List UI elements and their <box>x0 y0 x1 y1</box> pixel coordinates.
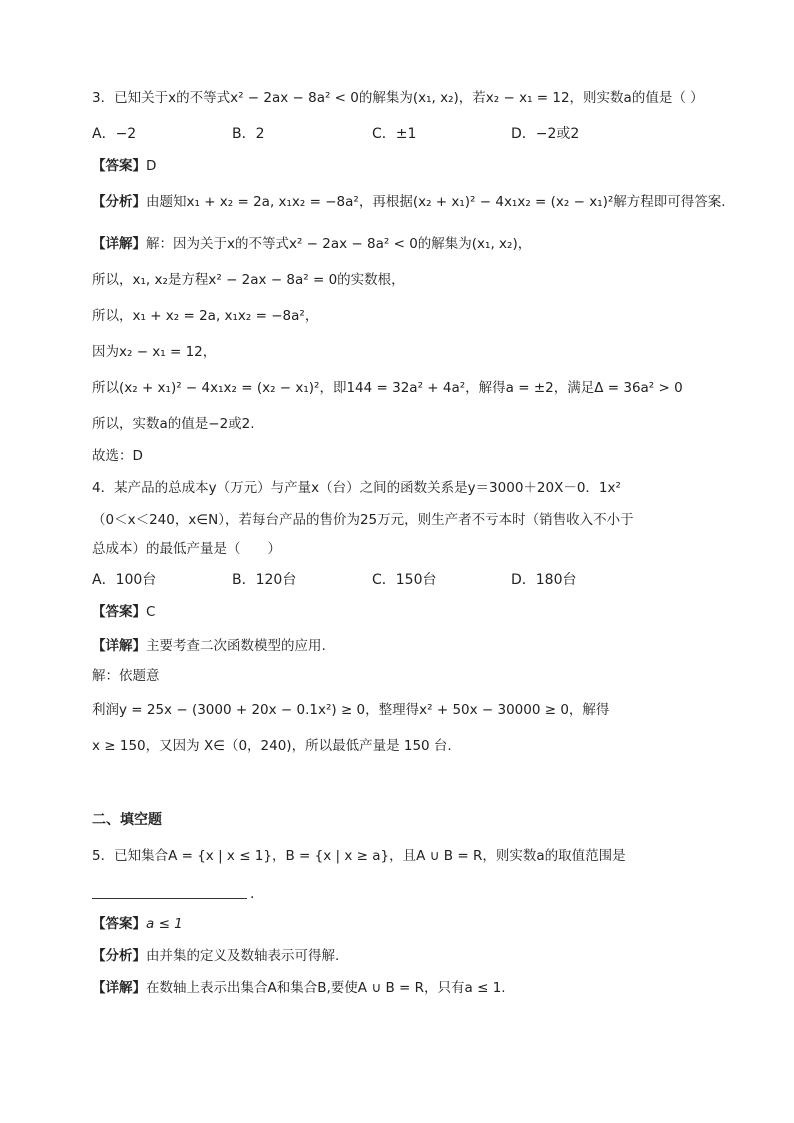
q5-analysis: 由并集的定义及数轴表示可得解. <box>146 948 340 964</box>
q4-answer-row <box>92 602 155 622</box>
q4-detail-line: 利润y = 25x − (3000 + 20x − 0.1x²) ≥ 0，整理得x² + 50x − 30000 ≥ 0，解得 <box>92 702 610 718</box>
q3-detail-line: 故选：D <box>92 448 143 464</box>
q3-option-d: D．−2或2 <box>511 126 580 142</box>
detail-tag: 【详解】 <box>92 638 146 654</box>
q4-detail-row <box>92 636 326 656</box>
q4-detail-line: 解：依题意 <box>92 668 160 684</box>
q3-detail-line: 所以，实数a的值是−2或2. <box>92 416 255 432</box>
q4-detail-line: 主要考查二次函数模型的应用. <box>146 638 326 654</box>
q5-answer-blank <box>92 898 247 899</box>
q5-stem: 5．已知集合A = {x | x ≤ 1}，B = {x | x ≥ a}，且A ∪ B = R，则实数a的取值范围是 <box>92 848 626 864</box>
q3-option-a: A．−2 <box>92 126 137 142</box>
q3-analysis-row <box>92 192 726 212</box>
q5-blank-end: . <box>250 886 255 902</box>
q5-detail-row <box>92 978 506 998</box>
q4-option-a: A．100台 <box>92 572 157 588</box>
q5-detail: 在数轴上表示出集合A和集合B,要使A ∪ B = R，只有a ≤ 1. <box>146 980 506 996</box>
q4-detail-line: x ≥ 150，又因为 X∈（0，240)，所以最低产量是 150 台. <box>92 738 452 754</box>
q5-answer-row <box>92 914 183 934</box>
q3-detail-line: 所以(x₂ + x₁)² − 4x₁x₂ = (x₂ − x₁)²，即144 = 32a² + 4a²，解得a = ±2，满足Δ = 36a² > 0 <box>92 380 683 396</box>
q4-option-c: C．150台 <box>372 572 437 588</box>
q3-stem: 3．已知关于x的不等式x² − 2ax − 8a² < 0的解集为(x₁, x₂)，若x₂ − x₁ = 12，则实数a的值是（ ） <box>92 90 704 106</box>
q3-option-b: B．2 <box>232 126 265 142</box>
analysis-tag: 【分析】 <box>92 948 146 964</box>
q3-detail-row <box>92 234 531 254</box>
answer-tag: 【答案】 <box>92 158 146 174</box>
q3-detail-line: 所以，x₁ + x₂ = 2a, x₁x₂ = −8a²， <box>92 308 319 324</box>
q3-answer: D <box>146 158 157 174</box>
q3-answer-row <box>92 156 156 176</box>
q4-stem-line: 总成本）的最低产量是（ ） <box>92 541 281 557</box>
q3-option-c: C．±1 <box>372 126 417 142</box>
q4-answer: C <box>146 604 156 620</box>
q3-detail-line: 因为x₂ − x₁ = 12， <box>92 344 217 360</box>
detail-tag: 【详解】 <box>92 236 146 252</box>
q4-option-b: B．120台 <box>232 572 297 588</box>
q4-stem-line: 4．某产品的总成本y（万元）与产量x（台）之间的函数关系是y＝3000＋20X－0．1x² <box>92 480 621 496</box>
q3-detail-line: 解：因为关于x的不等式x² − 2ax − 8a² < 0的解集为(x₁, x₂)， <box>146 236 532 252</box>
answer-tag: 【答案】 <box>92 604 146 620</box>
q4-option-d: D．180台 <box>511 572 577 588</box>
detail-tag: 【详解】 <box>92 980 146 996</box>
answer-tag: 【答案】 <box>92 916 146 932</box>
q5-analysis-row <box>92 946 339 966</box>
q3-analysis: 由题知x₁ + x₂ = 2a, x₁x₂ = −8a²，再根据(x₂ + x₁)² − 4x₁x₂ = (x₂ − x₁)²解方程即可得答案. <box>146 194 726 210</box>
analysis-tag: 【分析】 <box>92 194 146 210</box>
q3-detail-line: 所以，x₁, x₂是方程x² − 2ax − 8a² = 0的实数根， <box>92 272 405 288</box>
section-title: 二、填空题 <box>92 812 162 828</box>
q5-answer: a ≤ 1 <box>146 916 183 932</box>
q4-stem-line: （0＜x＜240，x∈N），若每台产品的售价为25万元，则生产者不亏本时（销售收入不小于 <box>92 512 634 528</box>
